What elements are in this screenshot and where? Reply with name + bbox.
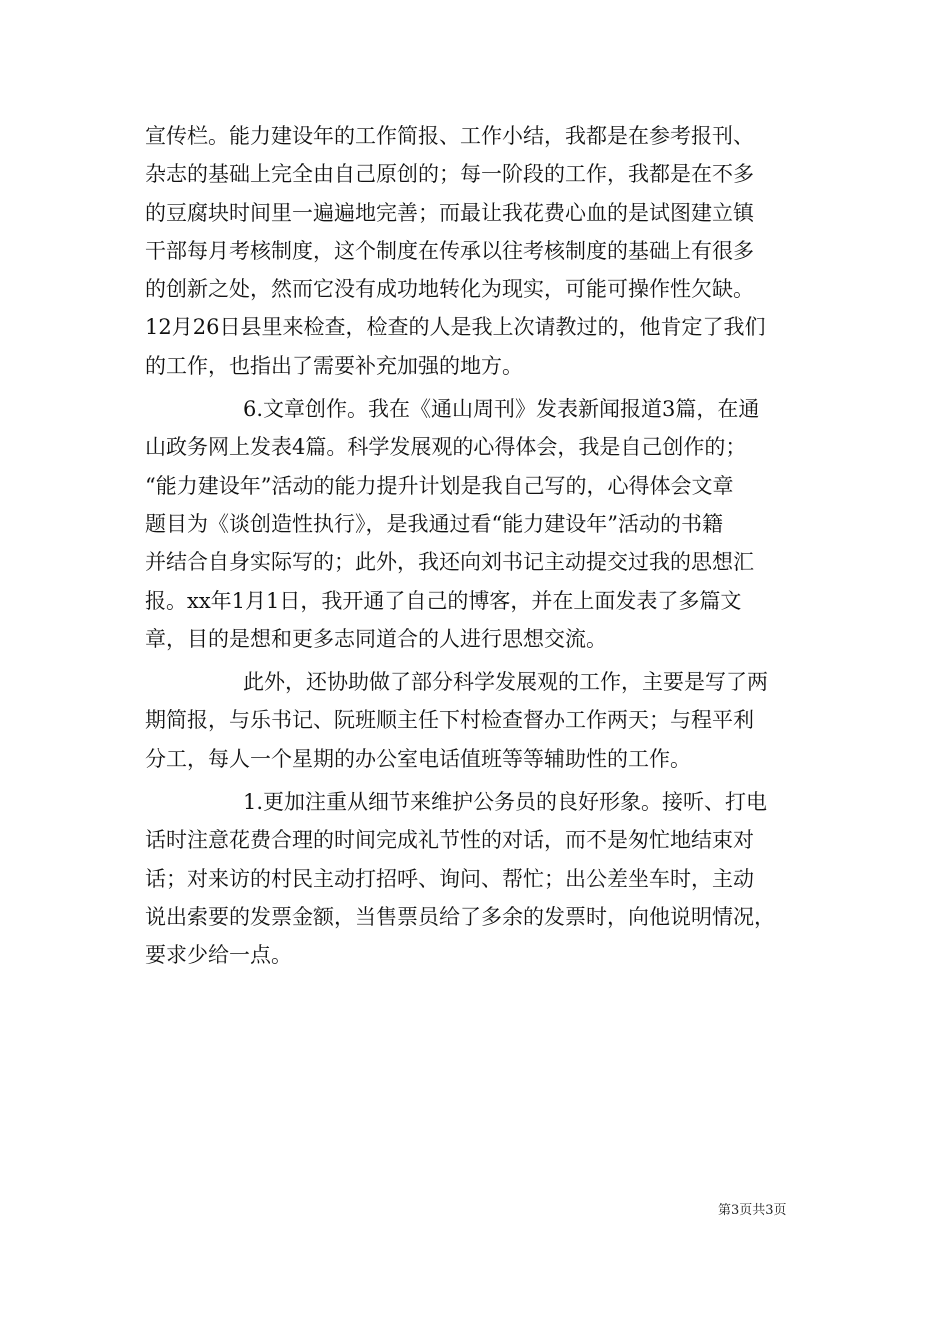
text-line: 报。xx年1月1日，我开通了自己的博客，并在上面发表了多篇文: [145, 588, 742, 613]
text-line: 的创新之处，然而它没有成功地转化为现实，可能可操作性欠缺。: [145, 277, 754, 302]
text-line: 分工，每人一个星期的办公室电话值班等等辅助性的工作。: [145, 746, 691, 771]
paragraph-4: [145, 783, 805, 974]
text-line: 6.文章创作。我在《通山周刊》发表新闻报道3篇，在通: [243, 397, 760, 422]
text-line: 并结合自身实际写的；此外，我还向刘书记主动提交过我的思想汇: [145, 550, 754, 575]
text-line: 12月26日县里来检查，检查的人是我上次请教过的，他肯定了我们: [145, 315, 766, 340]
text-line: 说出索要的发票金额，当售票员给了多余的发票时，向他说明情况，: [145, 904, 775, 929]
text-line: 的工作，也指出了需要补充加强的地方。: [145, 353, 523, 378]
text-line: 话时注意花费合理的时间完成礼节性的对话，而不是匆忙地结束对: [145, 828, 754, 853]
text-line: 期简报，与乐书记、阮班顺主任下村检查督办工作两天；与程平利: [145, 708, 754, 733]
text-line: 此外，还协助做了部分科学发展观的工作，主要是写了两: [243, 670, 768, 695]
paragraph-3: [145, 663, 805, 778]
paragraph-1: [145, 117, 805, 385]
text-line: “能力建设年”活动的能力提升计划是我自己写的，心得体会文章: [145, 473, 734, 498]
text-line: 章，目的是想和更多志同道合的人进行思想交流。: [145, 626, 607, 651]
text-line: 宣传栏。能力建设年的工作简报、工作小结，我都是在参考报刊、: [145, 124, 754, 148]
text-line: 的豆腐块时间里一遍遍地完善；而最让我花费心血的是试图建立镇: [145, 200, 754, 225]
text-line: 杂志的基础上完全由自己原创的；每一阶段的工作，我都是在不多: [145, 162, 754, 187]
text-line: 题目为《谈创造性执行》，是我通过看“能力建设年”活动的书籍: [145, 511, 723, 536]
text-line: 干部每月考核制度，这个制度在传承以往考核制度的基础上有很多: [145, 238, 754, 263]
text-line: 要求少给一点。: [145, 943, 292, 968]
text-line: 1.更加注重从细节来维护公务员的良好形象。接听、打电: [243, 790, 768, 815]
text-line: 话；对来访的村民主动打招呼、询问、帮忙；出公差坐车时，主动: [145, 866, 754, 891]
paragraph-2: [145, 390, 805, 658]
page-number-footer: 第3页共3页: [718, 1203, 787, 1218]
text-line: 山政务网上发表4篇。科学发展观的心得体会，我是自己创作的；: [145, 435, 747, 460]
document-body: [145, 117, 805, 975]
